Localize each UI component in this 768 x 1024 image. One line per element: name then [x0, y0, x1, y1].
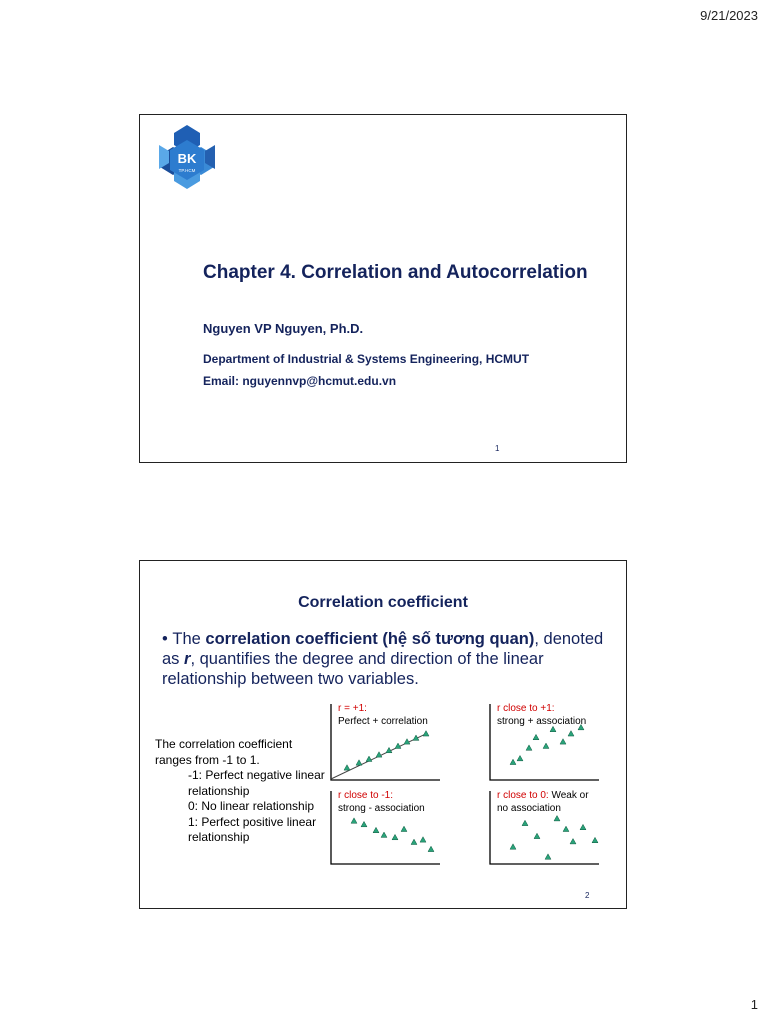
data-point [510, 759, 516, 764]
data-point [592, 837, 598, 842]
plot-label-r: r close to +1: [497, 703, 555, 714]
data-point [543, 743, 549, 748]
data-point [351, 818, 357, 823]
data-point [411, 839, 417, 844]
data-point [570, 839, 576, 844]
data-point [428, 846, 434, 851]
data-point [522, 820, 528, 825]
data-point [510, 844, 516, 849]
slide-2 [139, 560, 627, 909]
scatter-plot-no-association [489, 791, 599, 864]
range-description [155, 737, 325, 846]
data-point [517, 755, 523, 760]
data-point [344, 765, 350, 770]
data-point [381, 832, 387, 837]
data-point [580, 824, 586, 829]
scatter-plot-strong-positive [489, 704, 599, 780]
slide-number: 2 [585, 891, 590, 900]
data-point [401, 826, 407, 831]
data-point [392, 834, 398, 839]
bullet-text-1: The [172, 630, 206, 648]
data-point [420, 837, 426, 842]
data-point [554, 816, 560, 821]
data-point [545, 854, 551, 859]
bk-logo [154, 125, 220, 189]
plot-label-r: r close to 0: [497, 790, 549, 801]
plot-caption: Perfect + correlation [338, 716, 428, 727]
scatter-plot-perfect-positive [330, 704, 440, 780]
data-point [568, 731, 574, 736]
plot-label [338, 789, 425, 815]
plot-label [497, 702, 586, 728]
slide-1 [139, 114, 627, 463]
data-point [534, 833, 540, 838]
data-point [533, 734, 539, 739]
plot-label [338, 702, 428, 728]
data-point [373, 827, 379, 832]
plot-caption: strong - association [338, 803, 425, 814]
svg-text:BK: BK [177, 151, 197, 166]
bullet-text-3: , quantifies the degree and direction of the linear relationship between two variables. [162, 650, 544, 688]
page-number: 1 [750, 997, 758, 1012]
data-point [361, 821, 367, 826]
definition-bullet: • The correlation coefficient (hệ số tương quan), denoted as r, quantifies the degree and direction of the linear relationship between two variables. [162, 630, 604, 688]
data-point [423, 731, 429, 736]
range-positive: 1: Perfect positive linear relationship [188, 814, 317, 844]
slide-title: Correlation coefficient [298, 594, 468, 611]
slide-title: Chapter 4. Correlation and Autocorrelation [203, 262, 588, 283]
plot-label-r: r close to -1: [338, 790, 394, 801]
data-point [366, 756, 372, 761]
data-point [560, 739, 566, 744]
bk-logo-icon [154, 125, 220, 189]
range-negative: -1: Perfect negative linear relationship [188, 768, 325, 798]
plot-label [497, 789, 589, 815]
data-point [376, 752, 382, 757]
plot-label-r: r = +1: [338, 703, 367, 714]
data-point [563, 826, 569, 831]
plot-label-rest: Weak or [548, 790, 589, 801]
department: Department of Industrial & Systems Engineering, HCMUT [203, 352, 530, 366]
slide-number: 1 [495, 444, 500, 453]
print-date: 9/21/2023 [700, 8, 758, 23]
bullet-text-2: , denoted as [162, 630, 604, 668]
range-intro: The correlation coefficient ranges from -1 to 1. [155, 737, 293, 767]
plot-caption: strong + association [497, 716, 587, 727]
range-zero: 0: No linear relationship [188, 799, 315, 813]
email: Email: nguyennvp@hcmut.edu.vn [203, 374, 397, 388]
svg-text:TP.HCM: TP.HCM [178, 168, 196, 173]
bullet-term: correlation coefficient (hệ số tương quan) [205, 630, 535, 648]
bullet-symbol: r [184, 650, 191, 668]
plot-caption: no association [497, 803, 561, 814]
author-name: Nguyen VP Nguyen, Ph.D. [203, 321, 364, 336]
data-point [526, 745, 532, 750]
scatter-plot-strong-negative [330, 791, 440, 864]
data-point [356, 760, 362, 765]
